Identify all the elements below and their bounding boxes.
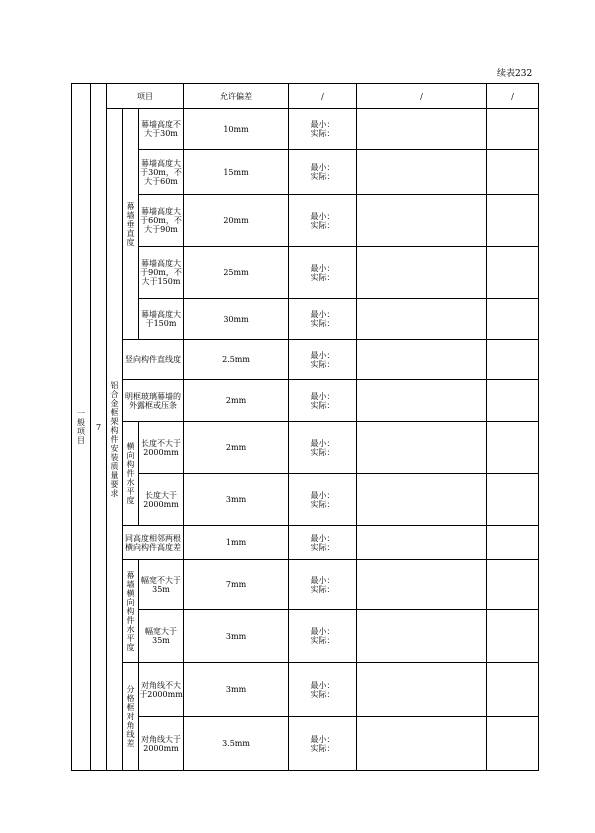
- blank-cell[interactable]: [357, 109, 487, 150]
- row-tolerance: 15mm: [184, 150, 289, 195]
- row-label: 对角线不大于2000mm: [139, 663, 184, 717]
- blank-cell[interactable]: [357, 299, 487, 340]
- min-label: 最小：: [310, 310, 335, 319]
- row-tolerance: 3.5mm: [184, 717, 289, 771]
- actual-label: 实际：: [310, 743, 335, 753]
- row-label: 幕墙高度大于60m，不大于90m: [139, 195, 184, 247]
- sheet-label: 续表232: [497, 69, 533, 79]
- group-diagonal: 分格框对角线差: [123, 663, 139, 771]
- blank-cell[interactable]: [487, 526, 539, 560]
- actual-label: 实际：: [310, 499, 335, 509]
- blank-cell[interactable]: [357, 610, 487, 663]
- actual-label: 实际：: [310, 689, 335, 699]
- blank-cell[interactable]: [487, 299, 539, 340]
- quality-inspection-table: [71, 83, 539, 771]
- actual-label: 实际：: [310, 220, 335, 230]
- table-row: [72, 340, 539, 380]
- row-label: 幕墙高度大于90m，不大于150m: [139, 247, 184, 299]
- group-vertical: 幕墙垂直度: [123, 109, 139, 340]
- measure-cell[interactable]: [289, 340, 357, 380]
- actual-label: 实际：: [310, 359, 335, 369]
- blank-cell[interactable]: [357, 474, 487, 526]
- table-row: [72, 422, 539, 474]
- actual-label: 实际：: [310, 584, 335, 594]
- measure-cell[interactable]: [289, 299, 357, 340]
- blank-cell[interactable]: [357, 422, 487, 474]
- group-curtain-horizontal: 幕墙横向构件水平度: [123, 560, 139, 663]
- row-tolerance: 7mm: [184, 560, 289, 610]
- actual-label: 实际：: [310, 447, 335, 457]
- row-label: 长度不大于2000mm: [139, 422, 184, 474]
- min-label: 最小：: [310, 211, 335, 221]
- row-label: 幅宽大于35m: [139, 610, 184, 663]
- min-label: 最小：: [310, 627, 335, 636]
- measure-cell[interactable]: [289, 663, 357, 717]
- blank-cell[interactable]: [487, 150, 539, 195]
- blank-cell[interactable]: [357, 380, 487, 422]
- actual-label: 实际：: [310, 542, 335, 552]
- blank-cell[interactable]: [487, 717, 539, 771]
- blank-cell[interactable]: [487, 663, 539, 717]
- header-tolerance: 允许偏差: [184, 84, 289, 109]
- row-tolerance: 1mm: [184, 526, 289, 560]
- row-label: 幕墙高度大于30m，不大于60m: [139, 150, 184, 195]
- table-row: [72, 195, 539, 247]
- header-row: [72, 84, 539, 109]
- min-label: 最小：: [310, 734, 335, 744]
- blank-cell[interactable]: [357, 340, 487, 380]
- row-label: 幕墙高度不大于30m: [139, 109, 184, 150]
- measure-cell[interactable]: [289, 247, 357, 299]
- row-label: 幕墙高度大于150m: [139, 299, 184, 340]
- measure-cell[interactable]: [289, 474, 357, 526]
- blank-cell[interactable]: [357, 195, 487, 247]
- row-label: 长度大于2000mm: [139, 474, 184, 526]
- table-row: [72, 299, 539, 340]
- actual-label: 实际：: [310, 172, 335, 181]
- measure-cell[interactable]: [289, 195, 357, 247]
- min-label: 最小：: [310, 575, 335, 585]
- group-number: 7: [91, 84, 107, 771]
- table-row: [72, 150, 539, 195]
- table-row: [72, 526, 539, 560]
- row-tolerance: 10mm: [184, 109, 289, 150]
- min-label: 最小：: [310, 391, 335, 401]
- row-tolerance: 25mm: [184, 247, 289, 299]
- actual-label: 实际：: [310, 636, 335, 645]
- blank-cell[interactable]: [487, 195, 539, 247]
- table-row: [72, 380, 539, 422]
- table-row: [72, 247, 539, 299]
- blank-cell[interactable]: [487, 340, 539, 380]
- min-label: 最小：: [310, 120, 335, 129]
- actual-label: 实际：: [310, 400, 335, 410]
- row-label: 明框玻璃幕墙的外露框或压条: [123, 380, 184, 422]
- min-label: 最小：: [310, 490, 335, 500]
- blank-cell[interactable]: [487, 380, 539, 422]
- row-tolerance: 20mm: [184, 195, 289, 247]
- header-col-3: /: [487, 84, 539, 109]
- measure-cell[interactable]: [289, 560, 357, 610]
- blank-cell[interactable]: [487, 610, 539, 663]
- measure-cell[interactable]: [289, 109, 357, 150]
- row-tolerance: 3mm: [184, 610, 289, 663]
- blank-cell[interactable]: [357, 663, 487, 717]
- measure-cell[interactable]: [289, 150, 357, 195]
- header-item: 项目: [107, 84, 184, 109]
- table-row: [72, 610, 539, 663]
- actual-label: 实际：: [310, 129, 335, 138]
- table-row: [72, 109, 539, 150]
- measure-cell[interactable]: [289, 422, 357, 474]
- blank-cell[interactable]: [487, 109, 539, 150]
- min-label: 最小：: [310, 680, 335, 690]
- blank-cell[interactable]: [487, 247, 539, 299]
- measure-cell[interactable]: [289, 610, 357, 663]
- row-label: 竖向构件直线度: [123, 340, 184, 380]
- table-row: [72, 560, 539, 610]
- row-tolerance: 30mm: [184, 299, 289, 340]
- min-label: 最小：: [310, 350, 335, 360]
- min-label: 最小：: [310, 438, 335, 448]
- min-label: 最小：: [310, 163, 335, 172]
- row-tolerance: 3mm: [184, 663, 289, 717]
- blank-cell[interactable]: [357, 717, 487, 771]
- header-col-1: /: [289, 84, 357, 109]
- row-label: 同高度相邻两根横向构件高度差: [123, 526, 184, 560]
- group-horizontal-member: 横向构件水平度: [123, 422, 139, 526]
- blank-cell[interactable]: [357, 150, 487, 195]
- blank-cell[interactable]: [357, 247, 487, 299]
- row-label: 对角线大于2000mm: [139, 717, 184, 771]
- blank-cell[interactable]: [487, 422, 539, 474]
- group-general: 一般项目: [72, 84, 91, 771]
- row-tolerance: 2.5mm: [184, 340, 289, 380]
- blank-cell[interactable]: [357, 526, 487, 560]
- measure-cell[interactable]: [289, 380, 357, 422]
- blank-cell[interactable]: [487, 560, 539, 610]
- row-tolerance: 3mm: [184, 474, 289, 526]
- blank-cell[interactable]: [487, 474, 539, 526]
- measure-cell[interactable]: [289, 717, 357, 771]
- group-aluminum: 铝合金框架构件安装质量要求: [107, 109, 123, 771]
- header-col-2: /: [357, 84, 487, 109]
- row-tolerance: 2mm: [184, 422, 289, 474]
- blank-cell[interactable]: [357, 560, 487, 610]
- table-row: [72, 717, 539, 771]
- table-row: [72, 663, 539, 717]
- measure-cell[interactable]: [289, 526, 357, 560]
- min-label: 最小：: [310, 263, 335, 273]
- actual-label: 实际：: [310, 272, 335, 282]
- table-row: [72, 474, 539, 526]
- row-tolerance: 2mm: [184, 380, 289, 422]
- min-label: 最小：: [310, 533, 335, 543]
- actual-label: 实际：: [310, 319, 335, 328]
- row-label: 幅宽不大于35m: [139, 560, 184, 610]
